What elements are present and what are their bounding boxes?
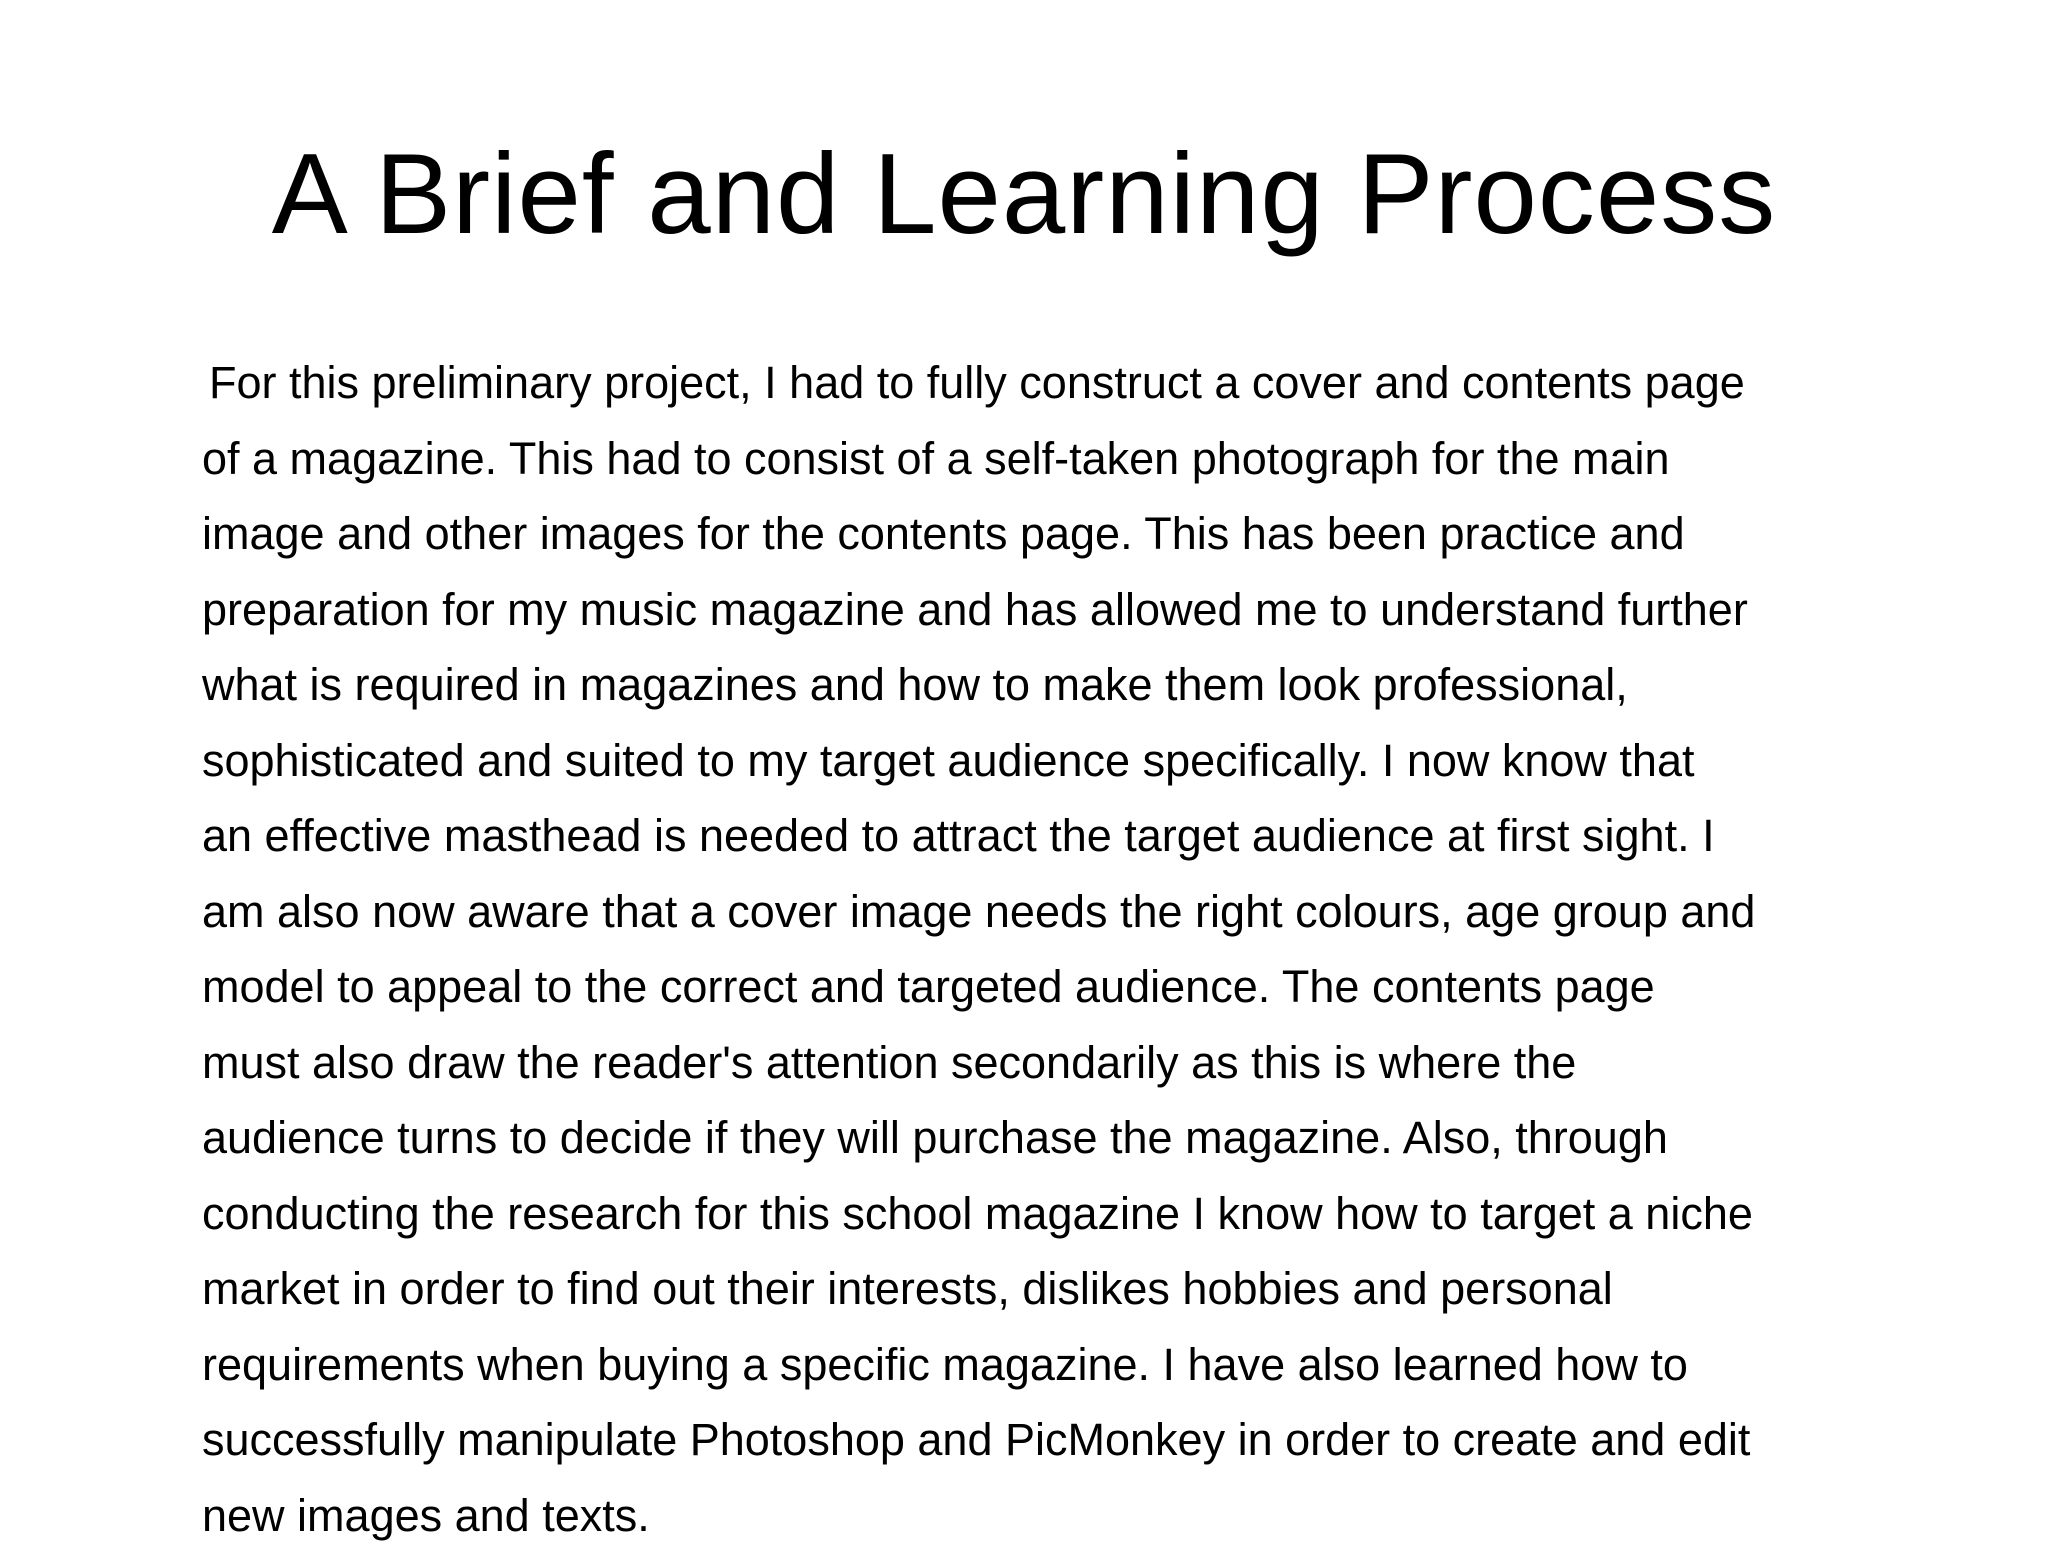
body-line: an effective masthead is needed to attract the target audience at first sight. I — [202, 798, 1962, 874]
slide-body — [202, 345, 1962, 1553]
body-line: must also draw the reader's attention secondarily as this is where the — [202, 1025, 1962, 1101]
body-line: market in order to find out their interests, dislikes hobbies and personal — [202, 1251, 1962, 1327]
body-line: model to appeal to the correct and targeted audience. The contents page — [202, 949, 1962, 1025]
body-line: what is required in magazines and how to make them look professional, — [202, 647, 1962, 723]
body-line: preparation for my music magazine and has allowed me to understand further — [202, 572, 1962, 648]
body-line: audience turns to decide if they will purchase the magazine. Also, through — [202, 1100, 1962, 1176]
body-line: successfully manipulate Photoshop and PicMonkey in order to create and edit — [202, 1402, 1962, 1478]
body-line: of a magazine. This had to consist of a self-taken photograph for the main — [202, 421, 1962, 497]
body-line: requirements when buying a specific magazine. I have also learned how to — [202, 1327, 1962, 1403]
body-line: conducting the research for this school magazine I know how to target a niche — [202, 1176, 1962, 1252]
body-line: new images and texts. — [202, 1478, 1962, 1553]
body-line: sophisticated and suited to my target audience specifically. I now know that — [202, 723, 1962, 799]
slide-title: A Brief and Learning Process — [0, 125, 2048, 265]
body-line: For this preliminary project, I had to fully construct a cover and contents page — [202, 345, 1962, 421]
body-line: am also now aware that a cover image needs the right colours, age group and — [202, 874, 1962, 950]
body-line: image and other images for the contents page. This has been practice and — [202, 496, 1962, 572]
